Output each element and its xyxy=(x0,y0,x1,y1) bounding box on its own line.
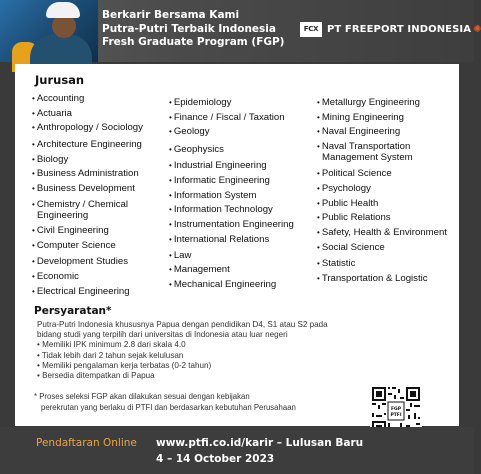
list-item: • Psychology xyxy=(317,183,371,194)
persyaratan-line: bidang studi yang terpilih dari universitas di Indonesia atau luar negeri xyxy=(37,330,288,340)
list-item: • Computer Science xyxy=(32,240,116,251)
list-item: • Economic xyxy=(32,271,79,282)
list-item: • Architecture Engineering xyxy=(32,139,142,150)
selection-note xyxy=(34,391,296,413)
note-line: perekrutan yang berlaku di PTFI dan berdasarkan kebutuhan Perusahaan xyxy=(41,403,296,412)
persyaratan-line: Putra-Putri Indonesia khususnya Papua dengan pendidikan D4, S1 atau S2 pada xyxy=(37,320,328,329)
list-item: • International Relations xyxy=(169,234,269,245)
list-item: • Civil Engineering xyxy=(32,225,109,236)
list-item: • Geophysics xyxy=(169,144,224,155)
list-item: • Actuaria xyxy=(32,108,72,119)
header-title-line-2: Putra-Putri Terbaik Indonesia xyxy=(102,22,276,35)
list-item: • Epidemiology xyxy=(169,97,231,108)
list-item: • Electrical Engineering xyxy=(32,286,130,297)
note-line: * Proses seleksi FGP akan dilakukan sesuai dengan kebijakan xyxy=(34,392,250,401)
list-item: • Management xyxy=(169,264,230,275)
list-item: • Mechanical Engineering xyxy=(169,279,276,290)
list-item: • Business Development xyxy=(32,183,135,194)
list-item: • Development Studies xyxy=(32,256,128,267)
persyaratan-line: • Memiliki IPK minimum 2.8 dari skala 4.0 xyxy=(37,340,186,350)
list-item: • Social Science xyxy=(317,242,385,253)
registration-label: Pendaftaran Online xyxy=(36,437,137,449)
persyaratan-title: Persyaratan* xyxy=(34,305,112,317)
list-item: • Instrumentation Engineering xyxy=(169,219,294,230)
persyaratan-line: • Bersedia ditempatkan di Papua xyxy=(37,371,155,381)
list-item: • Public Relations xyxy=(317,212,391,223)
logo-text: PT FREEPORT INDONESIA xyxy=(327,23,472,35)
persyaratan-line: • Tidak lebih dari 2 tahun sejak kelulusan xyxy=(37,350,184,360)
header-banner xyxy=(0,0,481,62)
persyaratan-list xyxy=(37,320,437,381)
header-title-line-3: Fresh Graduate Program (FGP) xyxy=(102,36,285,48)
list-item: • Safety, Health & Environment xyxy=(317,227,447,238)
list-item: • Anthropology / Sociology xyxy=(32,122,143,133)
list-item: • Biology xyxy=(32,154,68,165)
list-item: • Naval Transportation xyxy=(317,141,410,152)
list-item: • Chemistry / Chemical xyxy=(32,199,128,210)
list-item: • Metallurgy Engineering xyxy=(317,97,420,108)
qr-label-1: FGP xyxy=(390,407,402,412)
persyaratan-line: • Memiliki pengalaman kerja terbatas (0-2 tahun) xyxy=(37,360,212,370)
header-title-line-1: Berkarir Bersama Kami xyxy=(102,9,240,21)
list-item: • Industrial Engineering xyxy=(169,160,267,171)
company-logo xyxy=(300,20,481,38)
logo-mark: FCX xyxy=(300,22,322,37)
list-item: • Informatic Engineering xyxy=(169,175,270,186)
list-item: • Information Technology xyxy=(169,204,273,215)
footer-bar xyxy=(0,427,474,474)
list-item: • Political Science xyxy=(317,168,392,179)
list-item: • Public Health xyxy=(317,198,378,209)
list-item: • Information System xyxy=(169,190,256,201)
list-item: • Accounting xyxy=(32,93,84,104)
list-item: • Mining Engineering xyxy=(317,112,404,123)
list-item: • Transportation & Logistic xyxy=(317,273,428,284)
worker-photo xyxy=(0,0,98,62)
content-card xyxy=(15,64,459,426)
header-title xyxy=(102,9,284,50)
list-item: • Naval Engineering xyxy=(317,126,400,137)
registration-date: 4 – 14 October 2023 xyxy=(156,453,275,465)
list-item-continuation: Management System xyxy=(322,152,413,163)
career-url-link[interactable]: www.ptfi.co.id/karir – Lulusan Baru xyxy=(156,437,364,449)
list-item: • Finance / Fiscal / Taxation xyxy=(169,112,285,123)
list-item: • Law xyxy=(169,250,191,261)
jurusan-title: Jurusan xyxy=(35,73,85,87)
list-item: • Geology xyxy=(169,126,210,137)
list-item: • Statistic xyxy=(317,258,355,269)
list-item-continuation: Engineering xyxy=(37,210,89,221)
list-item: • Business Administration xyxy=(32,168,139,179)
qr-label-2: PTFI xyxy=(390,413,402,418)
logo-star-icon: ✺ xyxy=(473,23,481,35)
